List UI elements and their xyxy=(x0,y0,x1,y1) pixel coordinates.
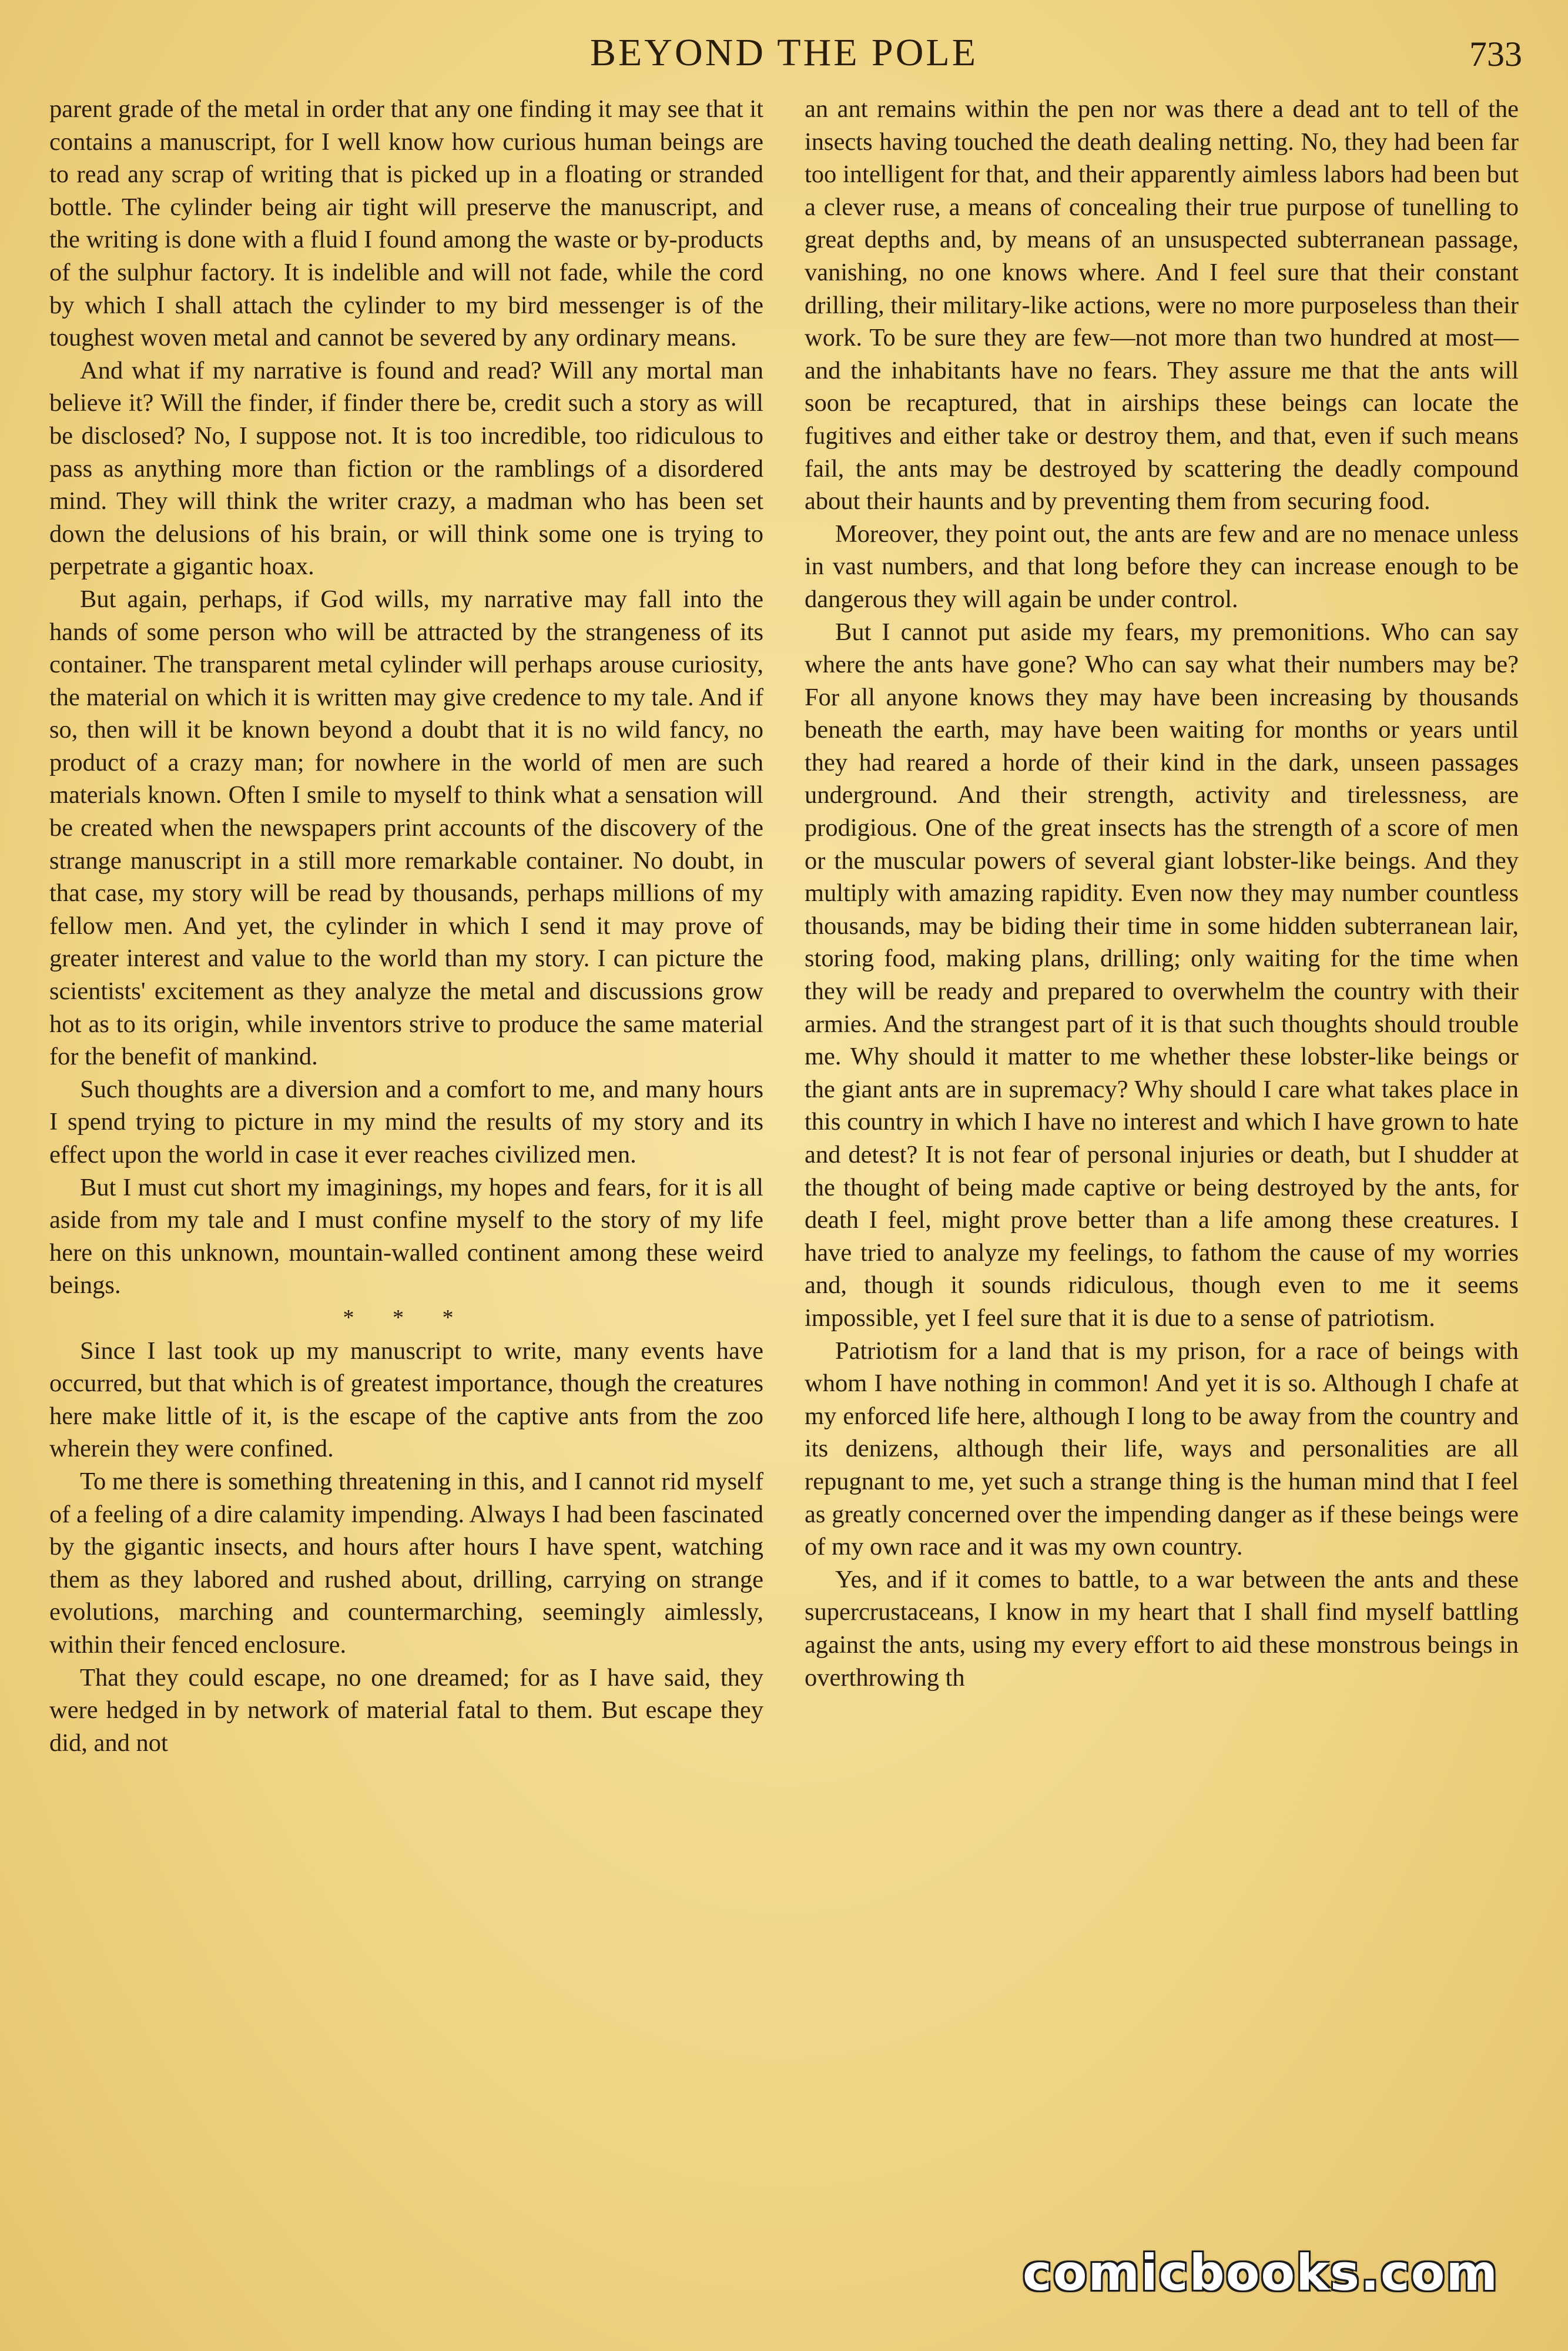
running-head xyxy=(0,31,1568,78)
paragraph: That they could escape, no one dreamed; for as I have said, they were hedged in by network of material fatal to them. But escape they did, and not xyxy=(49,1663,763,1757)
paragraph: And what if my narrative is found and read? Will any mortal man believe it? Will the finder, if finder there be, credit such a story as will be disclosed? No, I suppose not. It is too incredible, too ridiculous to pass as anything more than fiction or the ramblings of a disordered mind. They will think the writer crazy, a madman who has been set down the delusions of his brain, or will think some one is trying to perpetrate a gigantic hoax. xyxy=(49,356,763,581)
paragraph: Patriotism for a land that is my prison, for a race of beings with whom I have nothing in common! And yet it is so. Although I chafe at my enforced life here, although I long to be away from the country and its denizens, although their life, ways and personalities are all repugnant to me, yet such a strange thing is the human mind that I feel as greatly concerned over the impending danger as if these beings were of my own race and it was my own country. xyxy=(805,1337,1519,1561)
paragraph: parent grade of the metal in order that any one finding it may see that it contains a manuscript, for I well know how curious human beings are to read any scrap of writing that is picked up in a floating or stranded bottle. The cylinder being air tight will preserve the manuscript, and the writing is done with a fluid I found among the waste or by-products of the sulphur factory. It is indelible and will not fade, while the cord by which I shall attach the cylinder to my bird messenger is of the toughest woven metal and cannot be severed by any ordinary means. xyxy=(49,95,763,352)
paragraph: Since I last took up my manuscript to write, many events have occurred, but that which is of greatest importance, though the creatures here make little of it, is the escape of the captive ants from the zoo wherein they were confined. xyxy=(49,1337,763,1463)
paragraph: But I cannot put aside my fears, my premonitions. Who can say where the ants have gone? Who can say what their numbers may be? For all anyone knows they may have been increasing by thousands beneath the earth, may have been waiting for months or years until they had reared a horde of their kind in the dark, unseen passages underground. And their strength, activity and tirelessness, are prodigious. One of the great insects has the strength of a score of men or the muscular powers of several giant lobster-like beings. And they multiply with amazing rapidity. Even now they may number countless thousands, may be biding their time in some hidden subterranean lair, storing food, making plans, drilling; only waiting for the time when they will be ready and prepared to overwhelm the country with their armies. And the strangest part of it is that such thoughts should trouble me. Why should it matter to me whether these lobster-like beings or the giant ants are in supremacy? Why should I care what takes place in this country in which I have no interest and which I have grown to hate and detest? It is not fear of personal injuries or death, but I shudder at the thought of being made captive or being destroyed by the ants, for death I feel, might prove better than a life among these creatures. I have tried to analyze my feelings, to fathom the cause of my worries and, though it sounds ridiculous, though even to me it seems impossible, yet I feel sure that it is due to a sense of patriotism. xyxy=(805,618,1519,1332)
paragraph: an ant remains within the pen nor was there a dead ant to tell of the insects having touched the death dealing netting. No, they had been far too intelligent for that, and their apparently aimless labors had been but a clever ruse, a means of concealing their true purpose of tunelling to great depths and, by means of an unsuspected subterranean passage, vanishing, no one knows where. And I feel sure that their constant drilling, their military-like actions, were no more purposeless than their work. To be sure they are few—not more than two hundred at most—and the inhabitants have no fears. They assure me that the ants will soon be recaptured, that in airships these beings can locate the fugitives and either take or destroy them, and that, even if such means fail, the ants may be destroyed by scattering the deadly compound about their haunts and by preventing them from securing food. xyxy=(805,95,1519,515)
right-column xyxy=(805,93,1519,1759)
paragraph: To me there is something threatening in this, and I cannot rid myself of a feeling of a dire calamity impending. Always I had been fascinated by the gigantic insects, and hours after hours I have spent, watching them as they labored and rushed about, drilling, carrying on strange evolutions, marching and countermarching, seemingly aimlessly, within their fenced enclosure. xyxy=(49,1467,763,1659)
paragraph: Such thoughts are a diversion and a comfort to me, and many hours I spend trying to picture in my mind the results of my story and its effect upon the world in case it ever reaches civilized men. xyxy=(49,1075,763,1168)
left-column xyxy=(49,93,763,1759)
watermark-logo: comicbooks.com xyxy=(1023,2244,1499,2302)
page-number: 733 xyxy=(1469,35,1522,73)
section-separator: * * * xyxy=(343,1305,470,1330)
paragraph: Yes, and if it comes to battle, to a war between the ants and these supercrustaceans, I know in my heart that I shall find myself battling against the ants, using my every effort to aid these monstrous beings in overthrowing th xyxy=(805,1565,1519,1692)
paragraph: But again, perhaps, if God wills, my narrative may fall into the hands of some person who will be attracted by the strangeness of its container. The transparent metal cylinder will perhaps arouse curiosity, the material on which it is written may give credence to my tale. And if so, then will it be known beyond a doubt that it is no wild fancy, no product of a crazy man; for nowhere in the world of men are such materials known. Often I smile to myself to think what a sensation will be created when the newspapers print accounts of the discovery of the strange manuscript in a still more remarkable container. No doubt, in that case, my story will be read by thousands, perhaps millions of my fellow men. And yet, the cylinder in which I send it may prove of greater interest and value to the world than my story. I can picture the scientists' excitement as they analyze the metal and discussions grow hot as to its origin, while inventors strive to produce the same material for the benefit of mankind. xyxy=(49,585,763,1071)
paragraph: But I must cut short my imaginings, my hopes and fears, for it is all aside from my tale and I must confine myself to the story of my life here on this unknown, mountain-walled continent among these weird beings. xyxy=(49,1173,763,1300)
paragraph: Moreover, they point out, the ants are few and are no menace unless in vast numbers, and that long before they can increase enough to be dangerous they will again be under control. xyxy=(805,520,1519,613)
running-title: BEYOND THE POLE xyxy=(589,31,979,74)
text-columns xyxy=(49,93,1519,1759)
